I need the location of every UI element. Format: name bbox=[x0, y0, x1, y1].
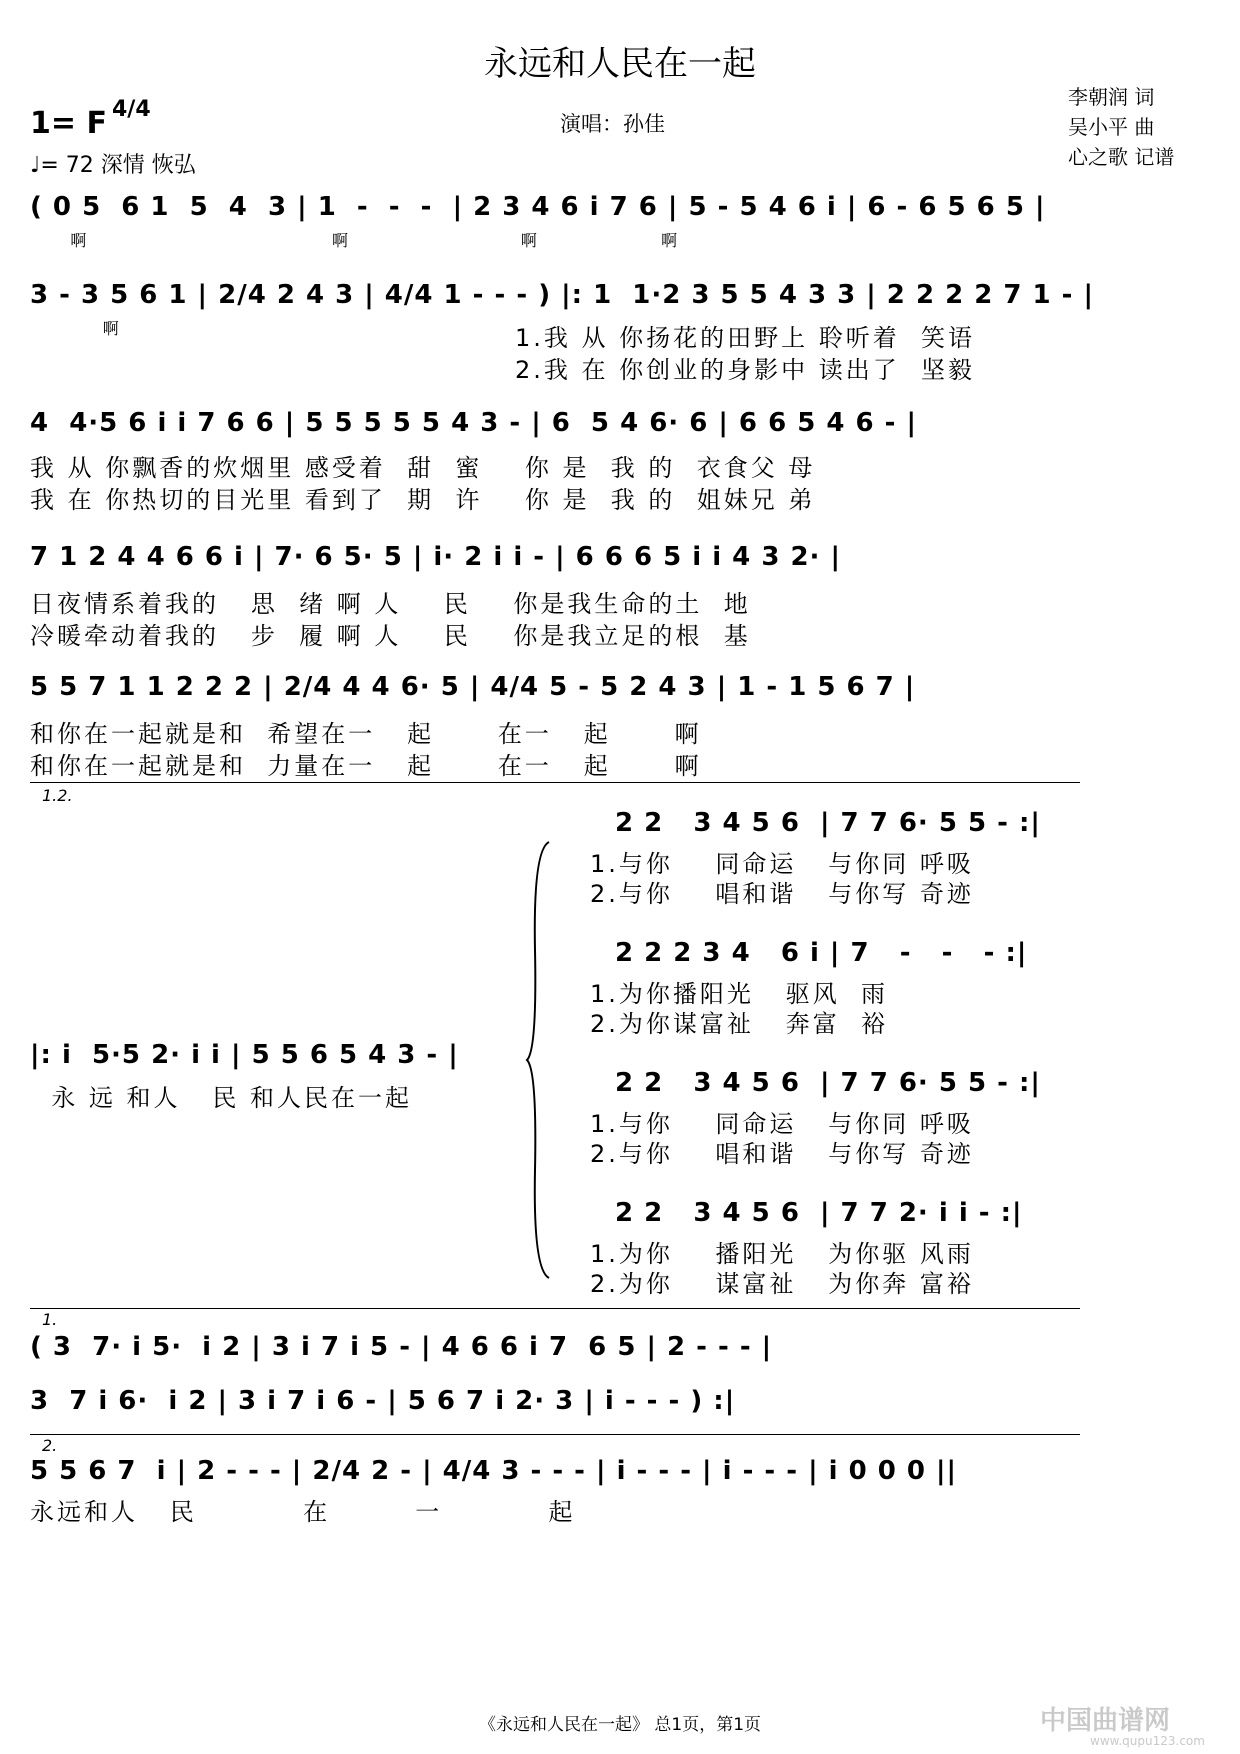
ending-1-line-1: ( 3 7· i 5· i 2 | 3 i 7 i 5 - | 4 6 6 i 7 6 5 | 2 - - - | bbox=[30, 1332, 773, 1362]
key-signature: 1= F bbox=[30, 106, 107, 141]
time-signature: 4/4 bbox=[112, 97, 151, 122]
branch-1-lyrics-v2: 2.与你 唱和谐 与你写 奇迹 bbox=[590, 880, 974, 908]
score-line-verse-1: 4 4·5 6 i i 7 6 6 | 5 5 5 5 5 4 3 - | 6 5 4 6· 6 | 6 6 5 4 6 - | bbox=[30, 408, 917, 438]
branch-1-notes: 2 2 3 4 5 6 | 7 7 6· 5 5 - :| bbox=[615, 808, 1041, 838]
ending-2-line: 5 5 6 7 i | 2 - - - | 2/4 2 - | 4/4 3 - - - | i - - - | i - - - | i 0 0 0 || bbox=[30, 1456, 958, 1486]
branch-1-lyrics-v1: 1.与你 同命运 与你同 呼吸 bbox=[590, 850, 974, 878]
volta-bracket-1 bbox=[30, 1308, 1080, 1309]
score-line-intro-1: ( 0 5 6 1 5 4 3 | 1 - - - | 2 3 4 6 i 7 6 | 5 - 5 4 6 i | 6 - 6 5 6 5 | bbox=[30, 192, 1046, 222]
score-line-verse-3: 5 5 7 1 1 2 2 2 | 2/4 4 4 6· 5 | 4/4 5 - 5 2 4 3 | 1 - 1 5 6 7 | bbox=[30, 672, 916, 702]
intro-ah-lyrics: 啊 啊 啊 啊 bbox=[30, 231, 681, 250]
branch-2-notes: 2 2 2 3 4 6 i | 7 - - - :| bbox=[615, 938, 1028, 968]
verse1-lyrics-line3: 日夜情系着我的 思 绪 啊 人 民 你是我生命的土 地 bbox=[30, 590, 751, 618]
refrain-notes: |: i 5·5 2· i i | 5 5 6 5 4 3 - | bbox=[30, 1040, 459, 1070]
volta-bracket-12 bbox=[30, 782, 1080, 783]
watermark-logo: 中国曲谱网 bbox=[1040, 1706, 1171, 1736]
transcriber-credit: 心之歌 记谱 bbox=[1068, 145, 1175, 169]
verse2-lyrics-line3: 冷暖牵动着我的 步 履 啊 人 民 你是我立足的根 基 bbox=[30, 622, 751, 650]
ending-2-lyrics: 永远和人 民 在 一 起 bbox=[30, 1498, 576, 1526]
branch-3-lyrics-v1: 1.与你 同命运 与你同 呼吸 bbox=[590, 1110, 974, 1138]
branch-3-notes: 2 2 3 4 5 6 | 7 7 6· 5 5 - :| bbox=[615, 1068, 1041, 1098]
score-title: 永远和人民在一起 bbox=[484, 44, 756, 84]
branch-4-lyrics-v2: 2.为你 谋富祉 为你奔 富裕 bbox=[590, 1270, 974, 1298]
credits-block bbox=[1068, 82, 1174, 172]
page-footer: 《永远和人民在一起》 总1页，第1页 bbox=[478, 1715, 762, 1735]
tempo-marking: ♩= 72 深情 恢弘 bbox=[30, 153, 196, 178]
volta-bracket-2 bbox=[30, 1434, 1080, 1435]
branch-2-lyrics-v1: 1.为你播阳光 驱风 雨 bbox=[590, 980, 889, 1008]
branch-4-notes: 2 2 3 4 5 6 | 7 7 2· i i - :| bbox=[615, 1198, 1023, 1228]
intro-ah-lyrics-2: 啊 bbox=[30, 319, 122, 338]
branch-brace bbox=[525, 840, 555, 1280]
lyricist-credit: 李朝润 词 bbox=[1068, 85, 1155, 109]
volta-label-2: 2. bbox=[42, 1436, 58, 1455]
verse2-lyrics-line1: 2.我 在 你创业的身影中 读出了 坚毅 bbox=[515, 356, 976, 384]
refrain-lyrics: 永 远 和人 民 和人民在一起 bbox=[30, 1084, 413, 1112]
volta-label-1: 1. bbox=[42, 1310, 58, 1329]
branch-3-lyrics-v2: 2.与你 唱和谐 与你写 奇迹 bbox=[590, 1140, 974, 1168]
verse1-lyrics-line1: 1.我 从 你扬花的田野上 聆听着 笑语 bbox=[515, 324, 976, 352]
composer-credit: 吴小平 曲 bbox=[1068, 115, 1155, 139]
branch-2-lyrics-v2: 2.为你谋富祉 奔富 裕 bbox=[590, 1010, 889, 1038]
score-line-verse-2: 7 1 2 4 4 6 6 i | 7· 6 5· 5 | i· 2 i i - | 6 6 6 5 i i 4 3 2· | bbox=[30, 542, 841, 572]
singer-credit: 演唱：孙佳 bbox=[560, 112, 665, 136]
volta-label-12: 1.2. bbox=[42, 786, 73, 805]
verse1-lyrics-line2: 我 从 你飘香的炊烟里 感受着 甜 蜜 你 是 我 的 衣食父 母 bbox=[30, 454, 816, 482]
score-line-intro-2: 3 - 3 5 6 1 | 2/4 2 4 3 | 4/4 1 - - - ) |: 1 1·2 3 5 5 4 3 3 | 2 2 2 2 7 1 - | bbox=[30, 280, 1094, 310]
verse2-lyrics-line2: 我 在 你热切的目光里 看到了 期 许 你 是 我 的 姐妹兄 弟 bbox=[30, 486, 816, 514]
verse2-lyrics-line4: 和你在一起就是和 力量在一 起 在一 起 啊 bbox=[30, 752, 702, 780]
ending-1-line-2: 3 7 i 6· i 2 | 3 i 7 i 6 - | 5 6 7 i 2· 3 | i - - - ) :| bbox=[30, 1386, 736, 1416]
branch-4-lyrics-v1: 1.为你 播阳光 为你驱 风雨 bbox=[590, 1240, 974, 1268]
verse1-lyrics-line4: 和你在一起就是和 希望在一 起 在一 起 啊 bbox=[30, 720, 702, 748]
watermark-url: www.qupu123.com bbox=[1090, 1734, 1205, 1748]
